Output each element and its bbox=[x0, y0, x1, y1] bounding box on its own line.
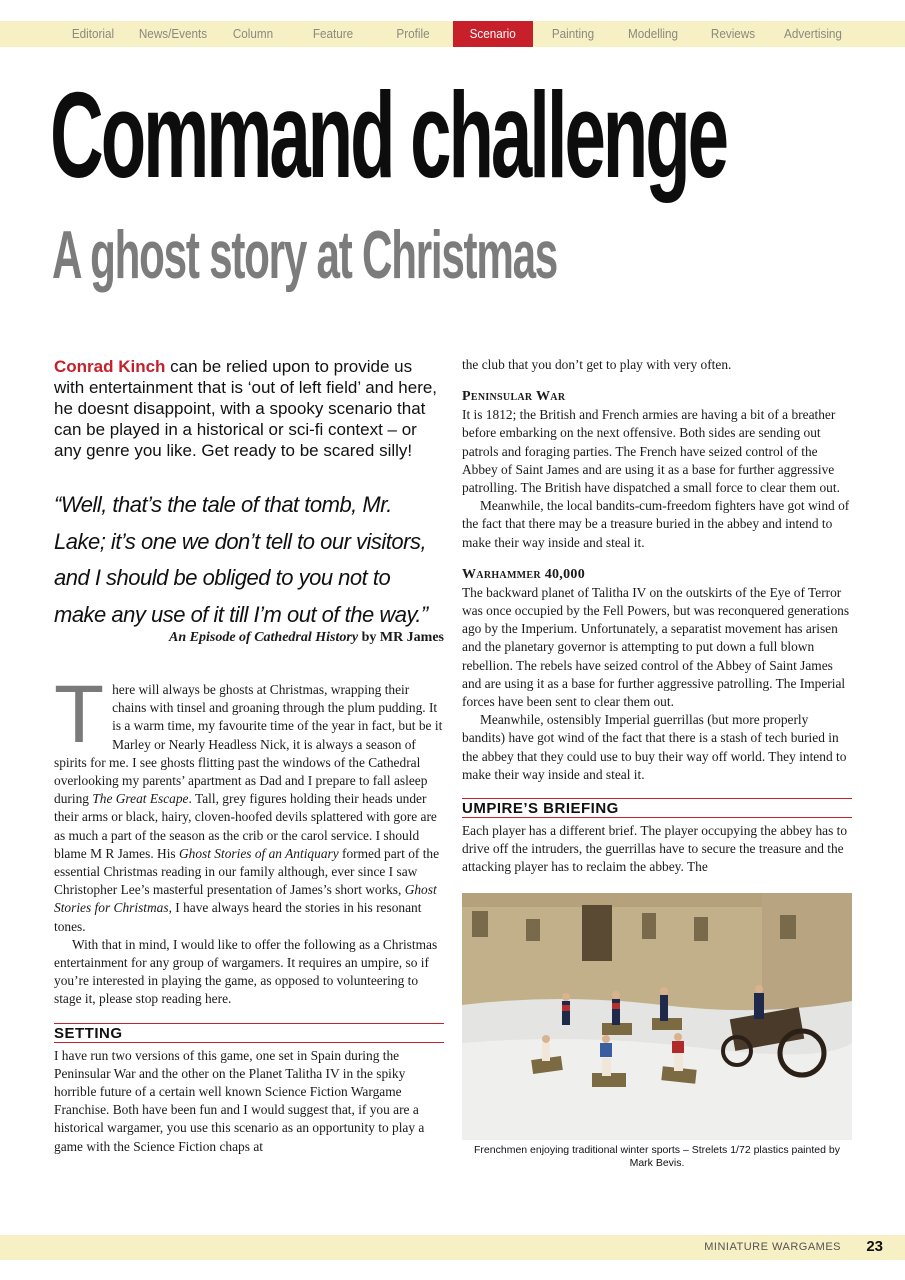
warhammer-section bbox=[462, 584, 852, 784]
setting-heading: SETTING bbox=[54, 1023, 444, 1043]
peninsular-paragraph-2: Meanwhile, the local bandits-cum-freedom fighters have got wind of the fact that there may be a treasure buried in the abbey and intend to make their way inside and steal it. bbox=[462, 498, 850, 550]
nav-item-painting[interactable]: Painting bbox=[551, 26, 595, 41]
page-footer bbox=[0, 1235, 905, 1260]
nav-item-modelling[interactable]: Modelling bbox=[627, 26, 679, 41]
nav-item-scenario[interactable]: Scenario bbox=[453, 21, 533, 47]
pull-quote-text: “Well, that’s the tale of that tomb, Mr. Lake; it’s one we don’t tell to our visitors, and I should be obliged to you not to make any use of it till I’m out of the way.” bbox=[54, 492, 428, 627]
warhammer-paragraph-2: Meanwhile, ostensibly Imperial guerrillas (but more properly bandits) have got wind of the fact that there is a stash of tech buried in the abbey that they could use to buy their way off world. They intend to make their way inside and steal it. bbox=[462, 712, 847, 782]
photo-illustration bbox=[462, 893, 852, 1140]
intro-text: can be relied upon to provide us with entertainment that is ‘out of left field’ and here, he doesnt disappoint, with a spooky scenario that can be played in a historical or sci-fi context – or any genre you like. Get ready to be scared silly! bbox=[54, 357, 438, 460]
drop-cap: T bbox=[54, 669, 105, 760]
story-paragraph-1: There will always be ghosts at Christmas, wrapping their chains with tinsel and groaning through the plum pudding. It is a warm time, my favourite time of the year in fact, but be it Marley or Nearly Headless Nick, it is always a season of spirits for me. I see ghosts flitting past the windows of the Cathedral overlooking my parents’ apartment as Dad and I prepare to fall asleep during The Great Escape. Tall, grey figures holding their heads under their arms or black, hairy, cloven-hoofed devils splattered with gore are as much a part of the season as the crib or the carol service. I should blame M R James. His Ghost Stories of an Antiquary formed part of the essential Christmas reading in our family although, ever since I saw Christopher Lee’s masterful presentation of James’s short works, Ghost Stories for Christmas, I have always heard the stories in his resonant tones. bbox=[54, 669, 443, 934]
page-subtitle: A ghost story at Christmas bbox=[52, 217, 558, 293]
miniatures-photo bbox=[462, 893, 852, 1140]
nav-item-editorial[interactable]: Editorial bbox=[71, 26, 115, 41]
intro-standfirst bbox=[54, 356, 444, 461]
page-number: 23 bbox=[866, 1238, 883, 1255]
nav-item-profile[interactable]: Profile bbox=[396, 26, 430, 41]
section-nav-list bbox=[53, 21, 853, 47]
nav-item-reviews[interactable]: Reviews bbox=[710, 26, 756, 41]
peninsular-section bbox=[462, 406, 852, 552]
story-paragraph-2: With that in mind, I would like to offer the following as a Christmas entertainment for any group of wargamers. It requires an umpire, so if you’re interested in playing the game, as opposed to volunteering to stage it, please stop reading here. bbox=[54, 936, 438, 1007]
warhammer-heading: Warhammer 40,000 bbox=[462, 566, 586, 582]
nav-item-feature[interactable]: Feature bbox=[312, 26, 354, 41]
nav-item-advertising[interactable]: Advertising bbox=[784, 26, 842, 41]
setting-text: I have run two versions of this game, one set in Spain during the Peninsular War and the other on the Planet Talitha IV in the spiky horrible future of a certain well known Science Fiction Wargame Franchise. Both have been fun and I would suggest that, if you are a historical wargamer, you use this scenario as an opportunity to play a game with the Science Fiction chaps at bbox=[54, 1047, 425, 1154]
umpire-heading: UMPIRE’S BRIEFING bbox=[462, 798, 852, 818]
warhammer-paragraph-1: The backward planet of Talitha IV on the outskirts of the Eye of Terror was once occupied by the Fell Powers, but was reconquered generations ago by the Imperium. Unfortunately, a separatist movement has arisen and the planetary governor is attempting to put down a full blown rebellion. The rebels have seized control of the Abbey of Saint James and are using it as a base for further aggressive patrolling. The Imperial forces have been sent to clear them out. bbox=[462, 584, 850, 710]
source-author: by MR James bbox=[358, 630, 444, 645]
peninsular-paragraph-1: It is 1812; the British and French armies are having a bit of a breather before embarking on the next offensive. Both sides are sending out patrols and foraging parties. The French have seized control of the Abbey of Saint James and are using it as a base for further aggressive patrolling. The British have dispatched a small force to clear them out. bbox=[462, 407, 840, 496]
umpire-text: Each player has a different brief. The player occupying the abbey has to drive off the intruders, the guerrillas have to secure the treasure and the attacking player has to reclaim the abbey. The bbox=[462, 823, 848, 875]
source-title: An Episode of Cathedral History bbox=[169, 630, 359, 645]
right-column bbox=[462, 356, 852, 1170]
pull-quote bbox=[54, 487, 444, 633]
peninsular-heading: Peninsular War bbox=[462, 389, 566, 405]
author-name: Conrad Kinch bbox=[54, 357, 166, 376]
nav-item-news-events[interactable]: News/Events bbox=[138, 26, 208, 41]
story-intro bbox=[54, 669, 444, 1009]
photo-caption: Frenchmen enjoying traditional winter sports – Strelets 1/72 plastics painted by Mark Bevis. bbox=[474, 1143, 840, 1169]
magazine-name: MINIATURE WARGAMES bbox=[704, 1241, 841, 1253]
setting-continued: the club that you don’t get to play with very often. bbox=[462, 357, 732, 372]
left-column bbox=[54, 356, 444, 1156]
nav-item-column[interactable]: Column bbox=[232, 26, 274, 41]
page-title: Command challenge bbox=[50, 67, 726, 203]
section-nav bbox=[0, 21, 905, 47]
